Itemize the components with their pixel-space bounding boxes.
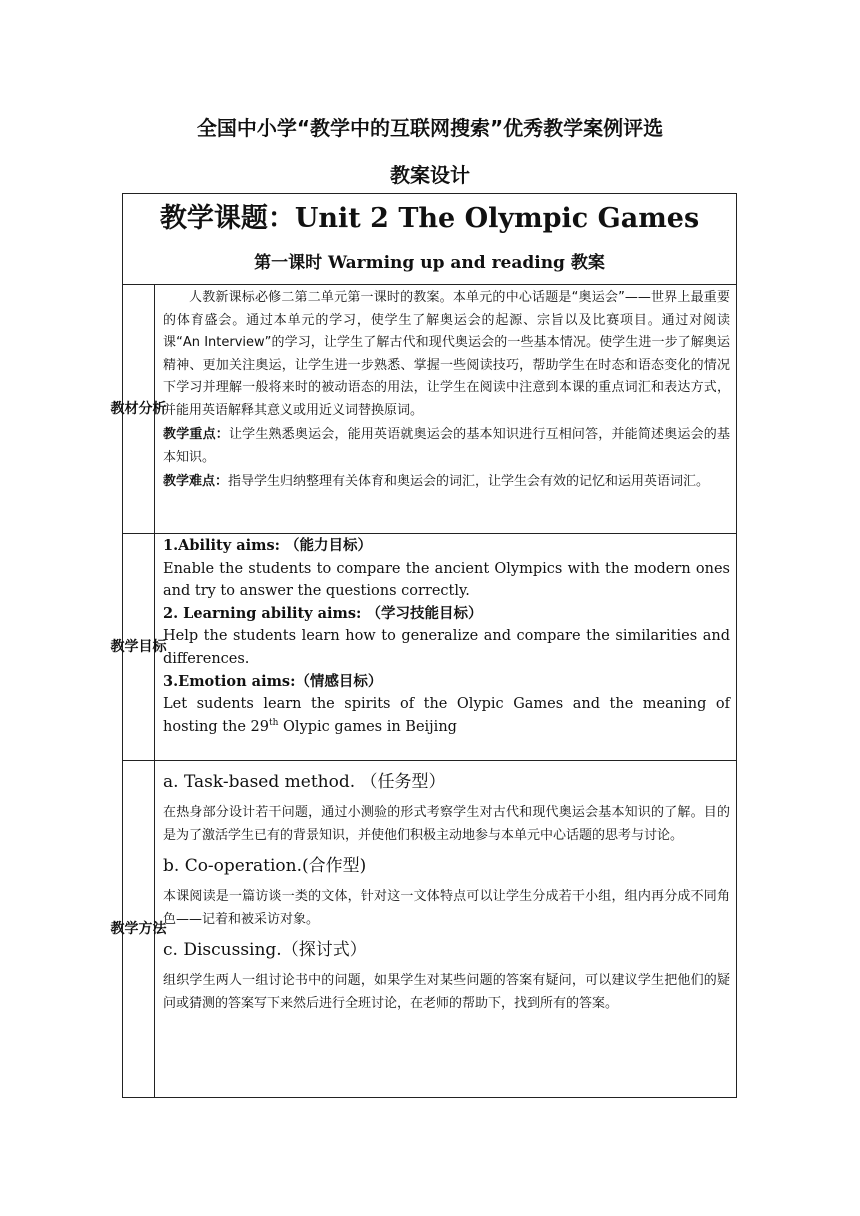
- lesson-plan-table: [110, 193, 737, 1098]
- ability-aims-text: Enable the students to compare the ancient Olympics with the modern ones and try to answer the questions correctly.: [163, 560, 730, 600]
- key-points: [163, 424, 730, 469]
- aims-row: [110, 534, 736, 761]
- methods-content: [152, 761, 736, 1097]
- analysis-label-char: 析: [152, 400, 167, 417]
- analysis-content: [152, 285, 736, 533]
- aims-label: [110, 534, 167, 760]
- topic-row: [123, 194, 736, 285]
- method-discussing-text: 组织学生两人一组讨论书中的问题，如果学生对某些问题的答案有疑问，可以建议学生把他们的疑问或猜测的答案写下来然后进行全班讨论，在老师的帮助下，找到所有的答案。: [163, 973, 730, 1011]
- document-title: 全国中小学“教学中的互联网搜索”优秀教学案例评选: [196, 116, 664, 140]
- aims-label-char: 标: [152, 638, 167, 655]
- method-cooperation-text: 本课阅读是一篇访谈一类的文体，针对这一文体特点可以让学生分成若干小组，组内再分成不同角色——记着和被采访对象。: [163, 889, 730, 927]
- lesson-topic-title: 教学课题：Unit 2 The Olympic Games: [159, 203, 700, 234]
- document-subtitle: 教案设计: [390, 163, 470, 187]
- analysis-label: [110, 285, 167, 533]
- difficult-points: [163, 471, 730, 494]
- methods-label-char: 教: [110, 920, 125, 937]
- key-points-label: 教学重点：: [163, 427, 229, 442]
- emotion-aims-heading: 3.Emotion aims:（情感目标）: [163, 672, 383, 690]
- difficult-points-text: 指导学生归纳整理有关体育和奥运会的词汇，让学生会有效的记忆和运用英语词汇。: [228, 474, 710, 489]
- learning-aims-heading: 2. Learning ability aims: （学习技能目标）: [163, 604, 483, 622]
- aims-label-char: 学: [124, 638, 139, 655]
- analysis-label-char: 教: [110, 400, 125, 417]
- emotion-aims-text-part2: Olypic games in Beijing: [278, 718, 457, 735]
- ordinal-suffix: th: [269, 717, 279, 728]
- emotion-aims-text: [163, 693, 730, 738]
- method-discussing-heading: c. Discussing.（探讨式）: [163, 940, 367, 960]
- analysis-label-char: 分: [138, 400, 153, 417]
- key-points-text: 让学生熟悉奥运会，能用英语就奥运会的基本知识进行互相问答，并能简述奥运会的基本知识。: [163, 427, 730, 465]
- ability-aims-heading: 1.Ability aims: （能力目标）: [163, 537, 373, 554]
- methods-row: [110, 761, 736, 1097]
- difficult-points-label: 教学难点：: [163, 474, 229, 489]
- methods-label-char: 方: [138, 920, 153, 937]
- methods-label: [110, 761, 167, 1097]
- methods-label-char: 法: [152, 920, 167, 937]
- method-cooperation-heading: b. Co-operation.(合作型): [163, 856, 367, 876]
- methods-label-char: 学: [124, 920, 139, 937]
- analysis-label-char: 材: [124, 400, 139, 417]
- aims-content: [152, 534, 736, 760]
- emotion-aims-text-part1: Let sudents learn the spirits of the Olypic Games and the meaning of hosting the 29: [163, 696, 730, 735]
- aims-label-char: 目: [138, 638, 153, 655]
- method-task-based-heading: a. Task-based method. （任务型）: [163, 772, 446, 792]
- method-task-based-text: 在热身部分设计若干问题，通过小测验的形式考察学生对古代和现代奥运会基本知识的了解。目的是为了激活学生已有的背景知识，并使他们积极主动地参与本单元中心话题的思考与讨论。: [163, 805, 730, 843]
- analysis-intro: 人教新课标必修二第二单元第一课时的教案。本单元的中心话题是“奥运会”——世界上最重要的体育盛会。通过本单元的学习，使学生了解奥运会的起源、宗旨以及比赛项目。通过对阅读课“An Interview”的学习，让学生了解古代和现代奥运会的一些基本情况。使学生进一步了解奥运精神、更加关注奥运，让学生进一步熟悉、掌握一些阅读技巧，帮助学生在时态和语态变化的情况下学习并理解一般将来时的被动语态的用法，让学生在阅读中注意到本课的重点词汇和表达方式，并能用英语解释其意义或用近义词替换原词。: [163, 290, 730, 418]
- aims-label-char: 教: [110, 638, 125, 655]
- analysis-row: [110, 285, 736, 534]
- lesson-topic-subtitle: 第一课时 Warming up and reading 教案: [254, 253, 605, 273]
- learning-aims-text: Help the students learn how to generalize and compare the similarities and differences.: [163, 628, 730, 667]
